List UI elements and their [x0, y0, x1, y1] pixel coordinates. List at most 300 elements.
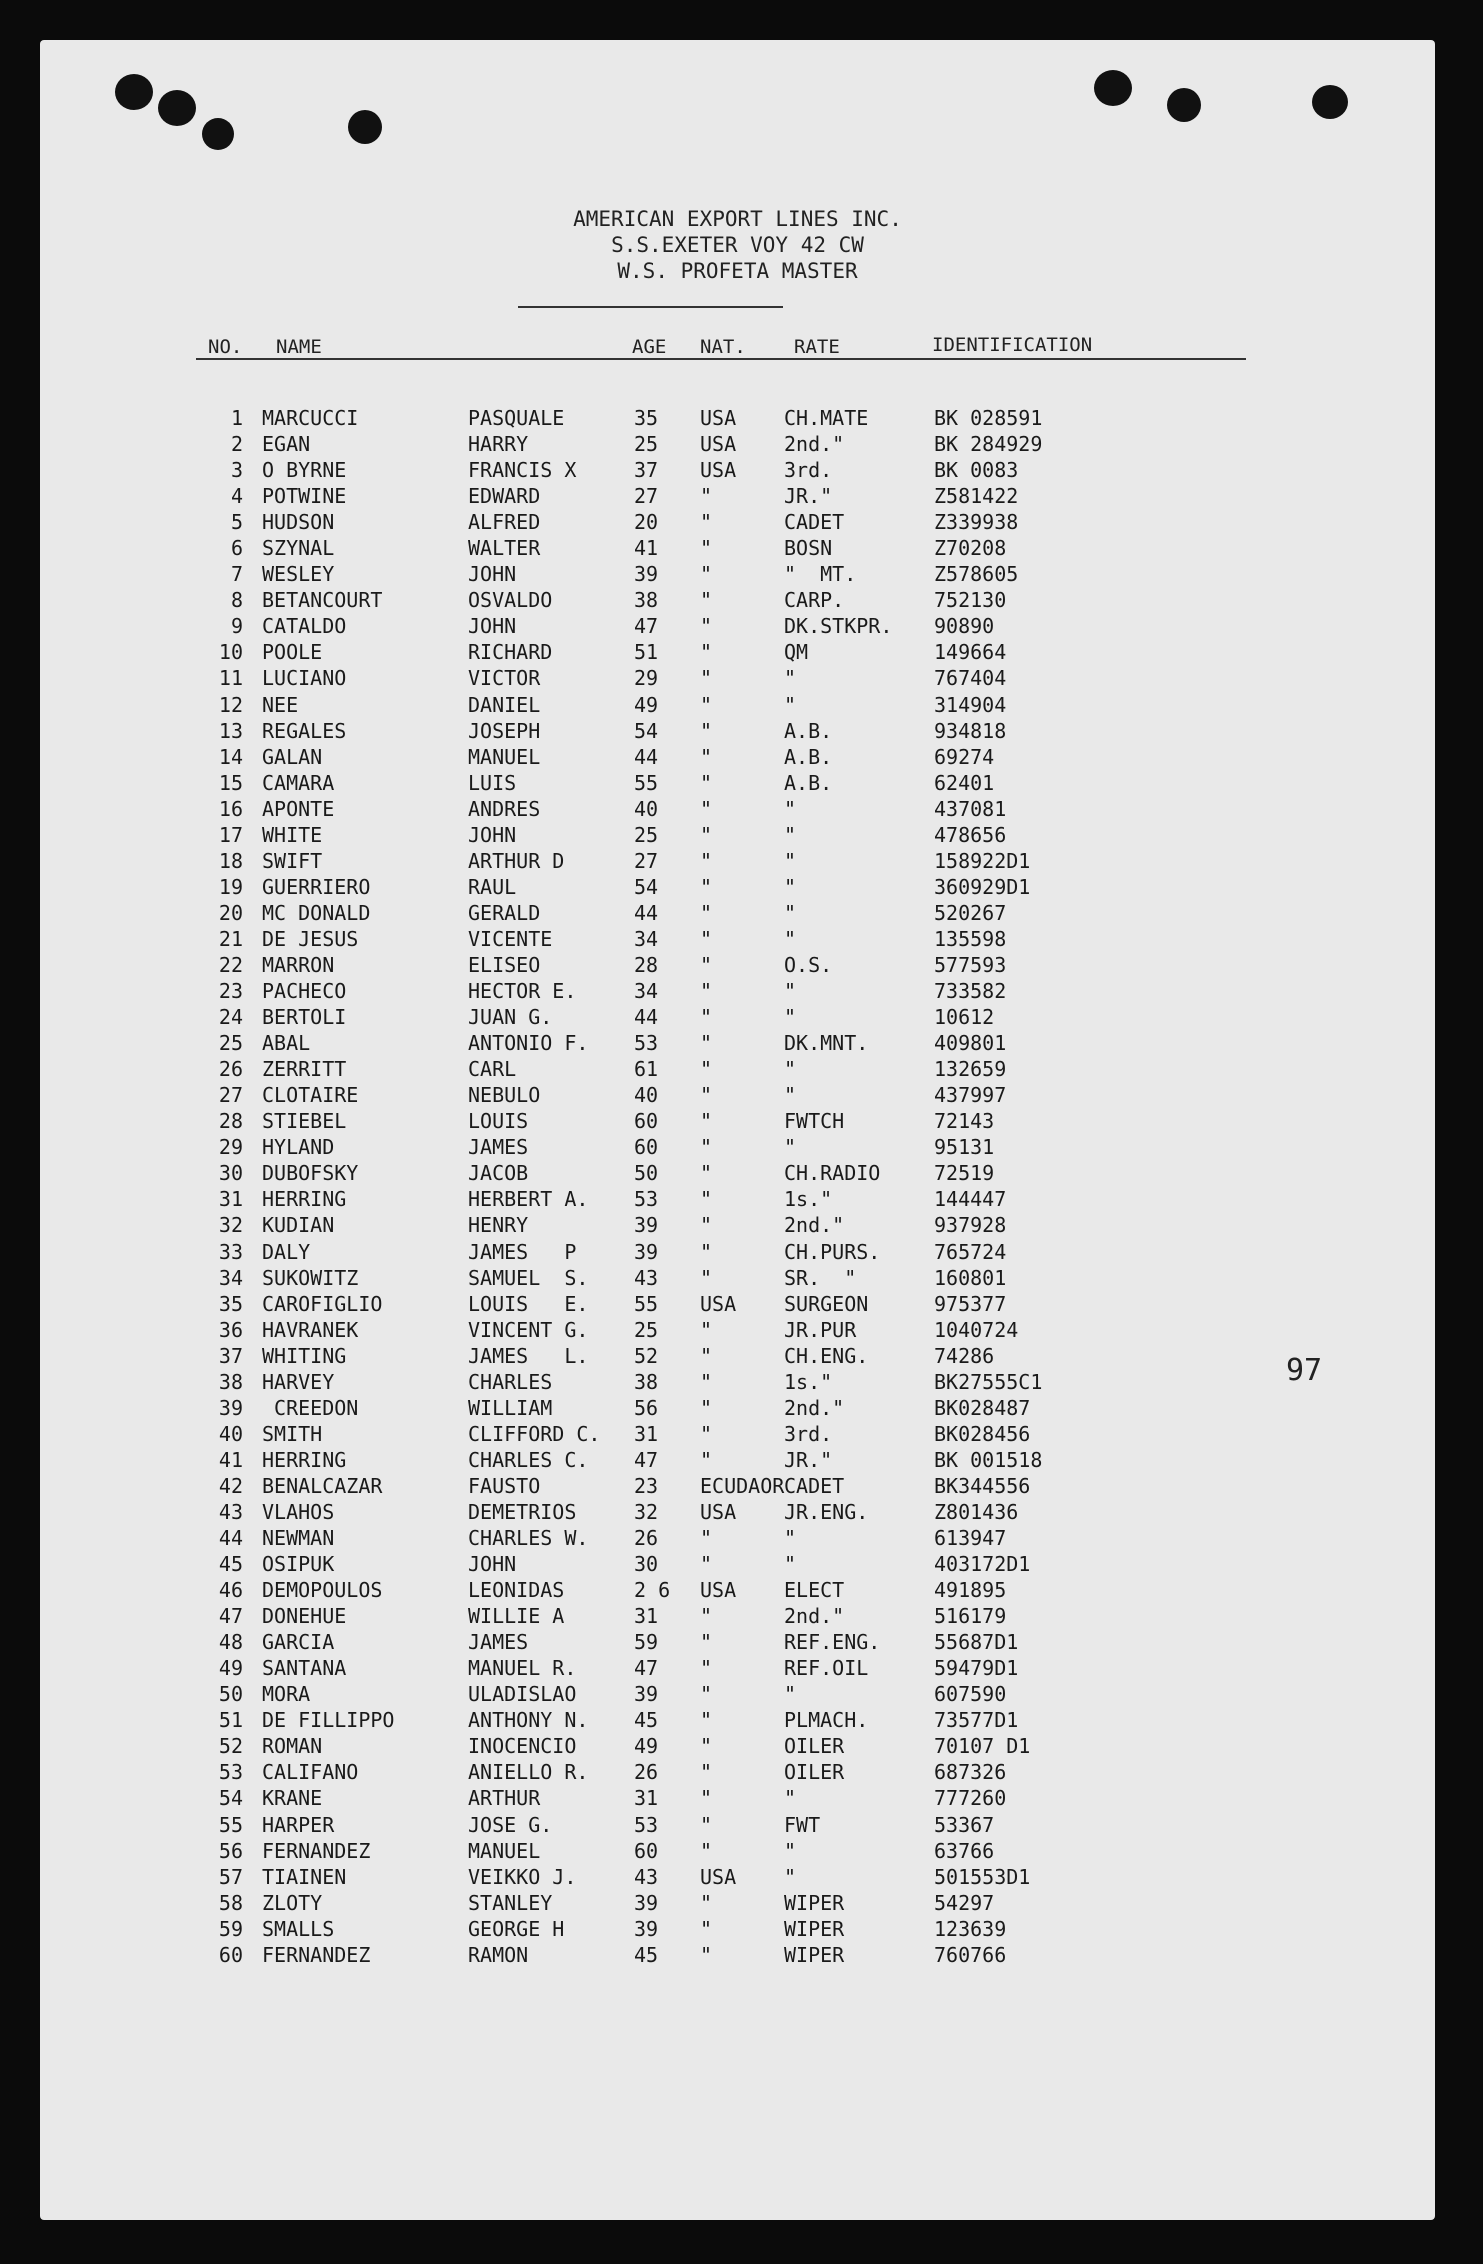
crew-last-name: DUBOFSKY	[262, 1161, 359, 1186]
table-row	[40, 1474, 1435, 1500]
crew-no: 29	[218, 1135, 243, 1160]
crew-rate: "	[784, 1005, 797, 1030]
crew-identification: 53367	[934, 1812, 995, 1837]
crew-identification: 73577D1	[934, 1708, 1019, 1733]
table-row	[40, 927, 1435, 953]
table-row	[40, 979, 1435, 1005]
crew-age: 35	[634, 406, 659, 430]
crew-rate: "	[784, 1682, 797, 1707]
crew-nationality: "	[700, 1552, 713, 1577]
crew-rate: "	[784, 1057, 797, 1082]
crew-last-name: FERNANDEZ	[262, 1942, 371, 1967]
crew-age: 47	[634, 1447, 659, 1472]
crew-nationality: "	[700, 1942, 713, 1967]
crew-first-name: LOUIS E.	[468, 1291, 589, 1316]
table-row	[40, 510, 1435, 536]
crew-last-name: POTWINE	[262, 484, 347, 509]
table-row	[40, 614, 1435, 640]
crew-no: 19	[218, 874, 243, 899]
crew-age: 31	[634, 1786, 659, 1811]
crew-rate: "	[784, 1786, 797, 1811]
crew-first-name: JOHN	[468, 562, 517, 587]
crew-first-name: RAMON	[468, 1942, 529, 1967]
crew-first-name: CHARLES W.	[468, 1526, 589, 1551]
crew-identification: 478656	[934, 822, 1007, 847]
crew-nationality: "	[700, 1630, 713, 1655]
crew-last-name: SMALLS	[262, 1916, 335, 1941]
crew-last-name: DALY	[262, 1239, 311, 1264]
crew-last-name: BETANCOURT	[262, 588, 383, 613]
crew-rate: OILER	[784, 1734, 845, 1759]
table-row	[40, 1266, 1435, 1292]
crew-identification: 158922D1	[934, 848, 1031, 873]
crew-nationality: "	[700, 744, 713, 769]
crew-identification: 360929D1	[934, 874, 1031, 899]
crew-nationality: "	[700, 979, 713, 1004]
crew-rate: BOSN	[784, 536, 833, 561]
crew-no: 49	[218, 1656, 243, 1681]
crew-identification: 752130	[934, 588, 1007, 613]
crew-age: 60	[634, 1838, 659, 1863]
crew-last-name: CLOTAIRE	[262, 1083, 359, 1108]
crew-no: 51	[218, 1708, 243, 1733]
crew-last-name: WHITING	[262, 1343, 347, 1368]
crew-nationality: "	[700, 1890, 713, 1915]
table-row	[40, 771, 1435, 797]
crew-age: 38	[634, 1369, 659, 1394]
crew-nationality: "	[700, 1604, 713, 1629]
table-row	[40, 1187, 1435, 1213]
crew-last-name: STIEBEL	[262, 1109, 347, 1134]
crew-rate: 2nd."	[784, 1395, 845, 1420]
crew-first-name: HENRY	[468, 1213, 529, 1238]
crew-rate: "	[784, 1135, 797, 1160]
crew-identification: Z801436	[934, 1499, 1019, 1524]
crew-identification: 135598	[934, 926, 1007, 951]
crew-age: 38	[634, 588, 659, 613]
crew-first-name: JOHN	[468, 1552, 517, 1577]
crew-identification: 577593	[934, 952, 1007, 977]
crew-first-name: JOHN	[468, 822, 517, 847]
crew-rate: SURGEON	[784, 1291, 869, 1316]
crew-identification: 95131	[934, 1135, 995, 1160]
crew-list	[40, 406, 1435, 1969]
crew-no: 45	[218, 1552, 243, 1577]
crew-rate: WIPER	[784, 1942, 845, 1967]
col-rate: RATE	[794, 336, 840, 358]
crew-age: 52	[634, 1343, 659, 1368]
crew-first-name: JAMES	[468, 1135, 529, 1160]
crew-no: 36	[218, 1317, 243, 1342]
crew-no: 20	[218, 900, 243, 925]
crew-nationality: "	[700, 510, 713, 535]
crew-age: 28	[634, 952, 659, 977]
crew-identification: 687326	[934, 1760, 1007, 1785]
table-row	[40, 666, 1435, 692]
crew-rate: QM	[784, 640, 809, 665]
crew-nationality: "	[700, 1317, 713, 1342]
table-row	[40, 849, 1435, 875]
crew-last-name: MARRON	[262, 952, 335, 977]
table-row	[40, 745, 1435, 771]
crew-first-name: CHARLES	[468, 1369, 553, 1394]
crew-last-name: DONEHUE	[262, 1604, 347, 1629]
crew-first-name: JAMES	[468, 1630, 529, 1655]
header-rule	[196, 358, 1246, 360]
crew-no: 58	[218, 1890, 243, 1915]
crew-identification: BK 001518	[934, 1447, 1043, 1472]
crew-identification: BK344556	[934, 1473, 1031, 1498]
crew-last-name: CREEDON	[262, 1395, 359, 1420]
crew-age: 44	[634, 1005, 659, 1030]
crew-last-name: ROMAN	[262, 1734, 323, 1759]
crew-last-name: EGAN	[262, 432, 311, 457]
crew-rate: JR."	[784, 484, 833, 509]
crew-last-name: SMITH	[262, 1421, 323, 1446]
table-row	[40, 406, 1435, 432]
crew-last-name: CATALDO	[262, 614, 347, 639]
crew-identification: 501553D1	[934, 1864, 1031, 1889]
crew-nationality: USA	[700, 458, 737, 483]
crew-last-name: HERRING	[262, 1447, 347, 1472]
crew-age: 59	[634, 1630, 659, 1655]
crew-identification: Z581422	[934, 484, 1019, 509]
table-row	[40, 953, 1435, 979]
crew-last-name: DE JESUS	[262, 926, 359, 951]
crew-age: 26	[634, 1760, 659, 1785]
crew-identification: 733582	[934, 979, 1007, 1004]
table-row	[40, 1526, 1435, 1552]
crew-identification: 149664	[934, 640, 1007, 665]
crew-rate: PLMACH.	[784, 1708, 869, 1733]
table-row	[40, 484, 1435, 510]
table-row	[40, 1396, 1435, 1422]
crew-last-name: O BYRNE	[262, 458, 347, 483]
crew-first-name: ARTHUR D	[468, 848, 565, 873]
table-row	[40, 1318, 1435, 1344]
crew-rate: A.B.	[784, 718, 833, 743]
crew-first-name: HECTOR E.	[468, 979, 577, 1004]
crew-age: 20	[634, 510, 659, 535]
crew-rate: 1s."	[784, 1369, 833, 1394]
crew-rate: O.S.	[784, 952, 833, 977]
crew-age: 39	[634, 1682, 659, 1707]
table-row	[40, 1552, 1435, 1578]
crew-nationality: "	[700, 1421, 713, 1446]
crew-no: 46	[218, 1578, 243, 1603]
punch-hole	[202, 118, 234, 150]
crew-last-name: WESLEY	[262, 562, 335, 587]
crew-first-name: VEIKKO J.	[468, 1864, 577, 1889]
crew-nationality: "	[700, 1708, 713, 1733]
crew-age: 54	[634, 874, 659, 899]
ship-voyage: S.S.EXETER VOY 42 CW	[611, 233, 864, 257]
crew-no: 15	[218, 770, 243, 795]
crew-last-name: APONTE	[262, 796, 335, 821]
crew-no: 50	[218, 1682, 243, 1707]
crew-rate: REF.ENG.	[784, 1630, 881, 1655]
crew-rate: "	[784, 874, 797, 899]
crew-rate: REF.OIL	[784, 1656, 869, 1681]
crew-last-name: HAVRANEK	[262, 1317, 359, 1342]
crew-last-name: HERRING	[262, 1187, 347, 1212]
crew-last-name: OSIPUK	[262, 1552, 335, 1577]
crew-identification: 63766	[934, 1838, 995, 1863]
crew-last-name: MC DONALD	[262, 900, 371, 925]
crew-last-name: TIAINEN	[262, 1864, 347, 1889]
crew-nationality: "	[700, 1916, 713, 1941]
crew-no: 16	[218, 796, 243, 821]
crew-no: 6	[230, 536, 243, 561]
crew-nationality: "	[700, 1734, 713, 1759]
crew-nationality: "	[700, 1265, 713, 1290]
crew-first-name: GERALD	[468, 900, 541, 925]
crew-nationality: "	[700, 588, 713, 613]
crew-first-name: WALTER	[468, 536, 541, 561]
crew-rate: CH.ENG.	[784, 1343, 869, 1368]
table-row	[40, 719, 1435, 745]
crew-age: 54	[634, 718, 659, 743]
table-row	[40, 536, 1435, 562]
crew-no: 48	[218, 1630, 243, 1655]
crew-first-name: INOCENCIO	[468, 1734, 577, 1759]
crew-first-name: CHARLES C.	[468, 1447, 589, 1472]
table-row	[40, 1708, 1435, 1734]
crew-identification: 55687D1	[934, 1630, 1019, 1655]
punch-hole	[1094, 70, 1132, 106]
crew-nationality: USA	[700, 1499, 737, 1524]
table-row	[40, 1734, 1435, 1760]
crew-rate: "	[784, 1864, 797, 1889]
crew-no: 21	[218, 926, 243, 951]
crew-first-name: MANUEL R.	[468, 1656, 577, 1681]
crew-last-name: SANTANA	[262, 1656, 347, 1681]
crew-age: 50	[634, 1161, 659, 1186]
crew-nationality: "	[700, 666, 713, 691]
crew-age: 43	[634, 1864, 659, 1889]
crew-identification: 975377	[934, 1291, 1007, 1316]
crew-identification: BK27555C1	[934, 1369, 1043, 1394]
crew-nationality: "	[700, 926, 713, 951]
crew-first-name: ANDRES	[468, 796, 541, 821]
crew-first-name: LOUIS	[468, 1109, 529, 1134]
crew-last-name: GUERRIERO	[262, 874, 371, 899]
crew-no: 10	[218, 640, 243, 665]
table-row	[40, 1604, 1435, 1630]
master-name: W.S. PROFETA MASTER	[617, 259, 858, 283]
crew-last-name: CAROFIGLIO	[262, 1291, 383, 1316]
crew-first-name: CARL	[468, 1057, 517, 1082]
crew-no: 28	[218, 1109, 243, 1134]
crew-last-name: LUCIANO	[262, 666, 347, 691]
crew-last-name: MARCUCCI	[262, 406, 359, 430]
crew-no: 53	[218, 1760, 243, 1785]
crew-identification: 491895	[934, 1578, 1007, 1603]
crew-no: 40	[218, 1421, 243, 1446]
table-row	[40, 588, 1435, 614]
crew-no: 1	[230, 406, 243, 430]
crew-last-name: NEWMAN	[262, 1526, 335, 1551]
crew-identification: 607590	[934, 1682, 1007, 1707]
crew-age: 51	[634, 640, 659, 665]
table-row	[40, 1578, 1435, 1604]
crew-nationality: "	[700, 614, 713, 639]
crew-no: 56	[218, 1838, 243, 1863]
crew-first-name: DEMETRIOS	[468, 1499, 577, 1524]
crew-rate: CADET	[784, 1473, 845, 1498]
crew-no: 8	[230, 588, 243, 613]
crew-last-name: KRANE	[262, 1786, 323, 1811]
crew-identification: 613947	[934, 1526, 1007, 1551]
crew-no: 42	[218, 1473, 243, 1498]
crew-no: 9	[230, 614, 243, 639]
crew-no: 55	[218, 1812, 243, 1837]
crew-no: 27	[218, 1083, 243, 1108]
crew-no: 26	[218, 1057, 243, 1082]
crew-age: 60	[634, 1109, 659, 1134]
crew-first-name: LEONIDAS	[468, 1578, 565, 1603]
crew-rate: "	[784, 900, 797, 925]
crew-last-name: BERTOLI	[262, 1005, 347, 1030]
crew-no: 13	[218, 718, 243, 743]
crew-identification: 437997	[934, 1083, 1007, 1108]
crew-age: 27	[634, 484, 659, 509]
crew-no: 59	[218, 1916, 243, 1941]
crew-no: 33	[218, 1239, 243, 1264]
crew-nationality: "	[700, 1812, 713, 1837]
crew-last-name: POOLE	[262, 640, 323, 665]
crew-age: 39	[634, 562, 659, 587]
crew-identification: 54297	[934, 1890, 995, 1915]
crew-first-name: HARRY	[468, 432, 529, 457]
table-row	[40, 1656, 1435, 1682]
crew-nationality: "	[700, 1005, 713, 1030]
crew-no: 54	[218, 1786, 243, 1811]
crew-identification: 934818	[934, 718, 1007, 743]
crew-age: 55	[634, 770, 659, 795]
page-number: 97	[1286, 1353, 1323, 1388]
crew-no: 60	[218, 1942, 243, 1967]
crew-no: 7	[230, 562, 243, 587]
crew-last-name: FERNANDEZ	[262, 1838, 371, 1863]
crew-identification: 760766	[934, 1942, 1007, 1967]
crew-first-name: MANUEL	[468, 1838, 541, 1863]
table-row	[40, 823, 1435, 849]
table-row	[40, 1370, 1435, 1396]
crew-no: 43	[218, 1499, 243, 1524]
punch-hole	[348, 110, 382, 144]
punch-hole	[115, 74, 153, 110]
crew-rate: 2nd."	[784, 1213, 845, 1238]
crew-first-name: ANTHONY N.	[468, 1708, 589, 1733]
crew-rate: "	[784, 1552, 797, 1577]
table-row	[40, 1630, 1435, 1656]
crew-no: 14	[218, 744, 243, 769]
crew-age: 39	[634, 1239, 659, 1264]
crew-identification: 62401	[934, 770, 995, 795]
table-row	[40, 1161, 1435, 1187]
crew-nationality: "	[700, 1031, 713, 1056]
crew-age: 31	[634, 1421, 659, 1446]
crew-first-name: JACOB	[468, 1161, 529, 1186]
crew-nationality: "	[700, 1395, 713, 1420]
crew-nationality: "	[700, 484, 713, 509]
crew-nationality: USA	[700, 1578, 737, 1603]
crew-nationality: "	[700, 1135, 713, 1160]
table-row	[40, 1943, 1435, 1969]
crew-last-name: ZLOTY	[262, 1890, 323, 1915]
crew-identification: 403172D1	[934, 1552, 1031, 1577]
crew-identification: 777260	[934, 1786, 1007, 1811]
crew-no: 3	[230, 458, 243, 483]
crew-identification: 69274	[934, 744, 995, 769]
punch-hole	[1312, 85, 1348, 119]
crew-nationality: "	[700, 952, 713, 977]
table-row	[40, 1031, 1435, 1057]
crew-age: 32	[634, 1499, 659, 1524]
crew-identification: BK028456	[934, 1421, 1031, 1446]
crew-first-name: EDWARD	[468, 484, 541, 509]
crew-nationality: "	[700, 1083, 713, 1108]
crew-nationality: "	[700, 1343, 713, 1368]
crew-nationality: "	[700, 1760, 713, 1785]
crew-first-name: NEBULO	[468, 1083, 541, 1108]
crew-last-name: CAMARA	[262, 770, 335, 795]
table-row	[40, 875, 1435, 901]
crew-identification: Z70208	[934, 536, 1007, 561]
crew-identification: BK028487	[934, 1395, 1031, 1420]
crew-age: 39	[634, 1213, 659, 1238]
crew-first-name: MANUEL	[468, 744, 541, 769]
crew-rate: CH.MATE	[784, 406, 869, 430]
crew-no: 34	[218, 1265, 243, 1290]
crew-nationality: "	[700, 1109, 713, 1134]
crew-age: 41	[634, 536, 659, 561]
table-row	[40, 1083, 1435, 1109]
crew-identification: 74286	[934, 1343, 995, 1368]
crew-first-name: DANIEL	[468, 692, 541, 717]
crew-last-name: HYLAND	[262, 1135, 335, 1160]
crew-first-name: LUIS	[468, 770, 517, 795]
crew-first-name: ARTHUR	[468, 1786, 541, 1811]
crew-rate: WIPER	[784, 1890, 845, 1915]
table-row	[40, 1891, 1435, 1917]
crew-rate: 3rd.	[784, 1421, 833, 1446]
crew-identification: 765724	[934, 1239, 1007, 1264]
crew-last-name: BENALCAZAR	[262, 1473, 383, 1498]
crew-nationality: "	[700, 848, 713, 873]
crew-nationality: "	[700, 900, 713, 925]
crew-last-name: SUKOWITZ	[262, 1265, 359, 1290]
table-row	[40, 1240, 1435, 1266]
crew-age: 23	[634, 1473, 659, 1498]
crew-first-name: JOHN	[468, 614, 517, 639]
crew-no: 47	[218, 1604, 243, 1629]
crew-identification: BK 0083	[934, 458, 1019, 483]
punch-hole	[1167, 88, 1201, 122]
crew-nationality: "	[700, 822, 713, 847]
table-row	[40, 1057, 1435, 1083]
table-row	[40, 1213, 1435, 1239]
crew-rate: JR.PUR	[784, 1317, 857, 1342]
crew-rate: CARP.	[784, 588, 845, 613]
crew-age: 27	[634, 848, 659, 873]
manifest-page	[40, 40, 1435, 2220]
crew-age: 34	[634, 979, 659, 1004]
crew-identification: 520267	[934, 900, 1007, 925]
crew-rate: A.B.	[784, 770, 833, 795]
crew-first-name: JAMES P	[468, 1239, 577, 1264]
